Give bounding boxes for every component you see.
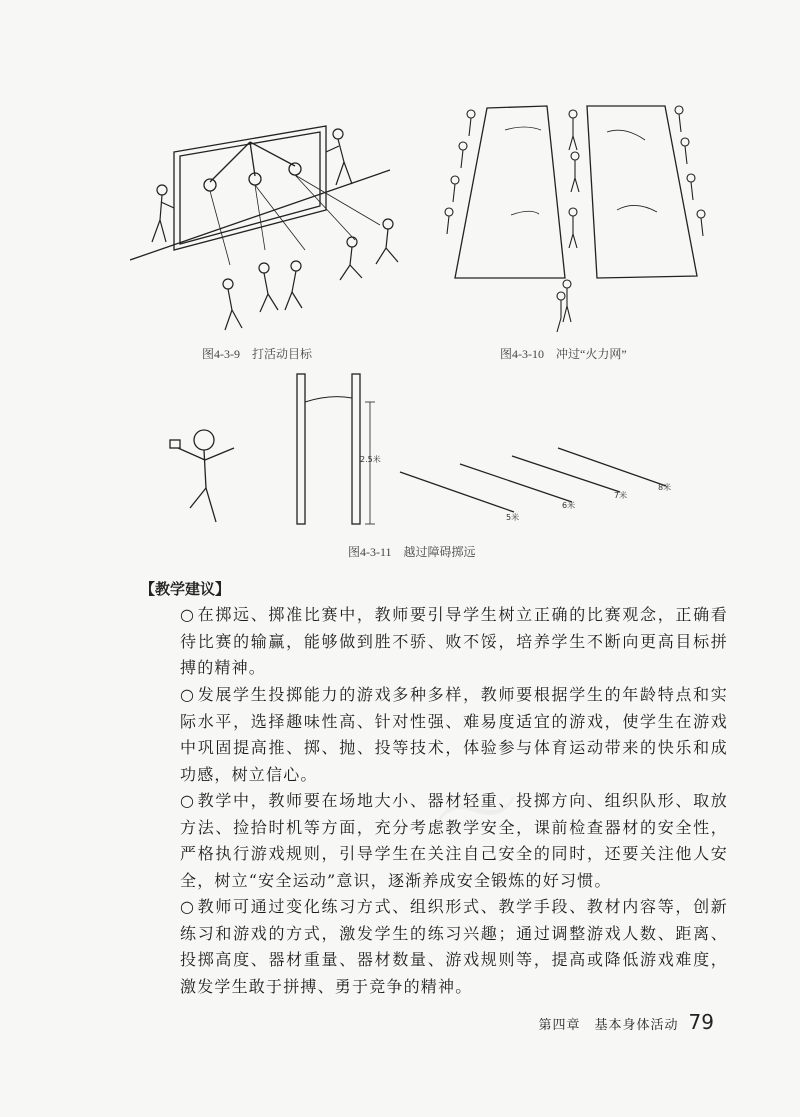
figure-4-3-11 [160, 368, 700, 536]
paragraph-3-text: 教学中，教师要在场地大小、器材轻重、投掷方向、组织队形、取放方法、捡拾时机等方面，充分考虑教学安全，课前检查器材的安全性，严格执行游戏规则，引导学生在关注自己安全的同时，还要关注他人安全，树立“安全运动”意识，逐渐养成安全锻炼的好习惯。 [180, 791, 728, 890]
figure-4-3-9-caption: 图4-3-9 打活动目标 [202, 347, 312, 361]
bullet-icon: ○ [180, 897, 196, 916]
section-title: 【教学建议】 [140, 580, 231, 598]
distance-7m-label: 7米 [614, 491, 628, 500]
figure-4-3-9-illustration [130, 90, 420, 340]
distance-8m-label: 8米 [658, 483, 672, 492]
paragraph-4-text: 教师可通过变化练习方式、组织形式、教学手段、教材内容等，创新练习和游戏的方式，激发学生的练习兴趣；通过调整游戏人数、距离、投掷高度、器材重量、器材数量、游戏规则等，提高或降低游戏难度，激发学生敢于拼搏、勇于竞争的精神。 [180, 897, 728, 996]
paragraph-2-text: 发展学生投掷能力的游戏多种多样，教师要根据学生的年龄特点和实际水平，选择趣味性高、针对性强、难易度适宜的游戏，使学生在游戏中巩固提高推、掷、抛、投等技术，体验参与体育运动带来的快乐和成功感，树立信心。 [180, 685, 728, 784]
figure-4-3-11-illustration [160, 368, 700, 536]
page-footer [539, 1010, 714, 1034]
paragraph-2 [180, 682, 728, 788]
bullet-icon: ○ [180, 685, 196, 704]
chapter-title: 第四章 基本身体活动 [538, 1018, 679, 1033]
figure-4-3-10 [435, 100, 725, 340]
distance-6m-label: 6米 [562, 501, 576, 510]
figure-4-3-9 [130, 90, 420, 350]
distance-5m-label: 5米 [506, 513, 520, 522]
height-label: 2.5米 [360, 455, 381, 464]
figure-4-3-11-caption: 图4-3-11 越过障碍掷远 [348, 545, 476, 559]
bullet-icon: ○ [180, 791, 196, 810]
figure-4-3-10-caption: 图4-3-10 冲过“火力网” [500, 347, 627, 361]
paragraph-1 [180, 602, 728, 682]
figure-4-3-10-illustration [435, 100, 725, 340]
page-number: 79 [688, 1010, 714, 1034]
paragraph-3 [180, 788, 728, 894]
paragraph-4 [180, 894, 728, 1000]
paragraph-1-text: 在掷远、掷准比赛中，教师要引导学生树立正确的比赛观念，正确看待比赛的输赢，能够做到胜不骄、败不馁，培养学生不断向更高目标拼搏的精神。 [180, 605, 728, 677]
bullet-icon: ○ [180, 605, 196, 624]
